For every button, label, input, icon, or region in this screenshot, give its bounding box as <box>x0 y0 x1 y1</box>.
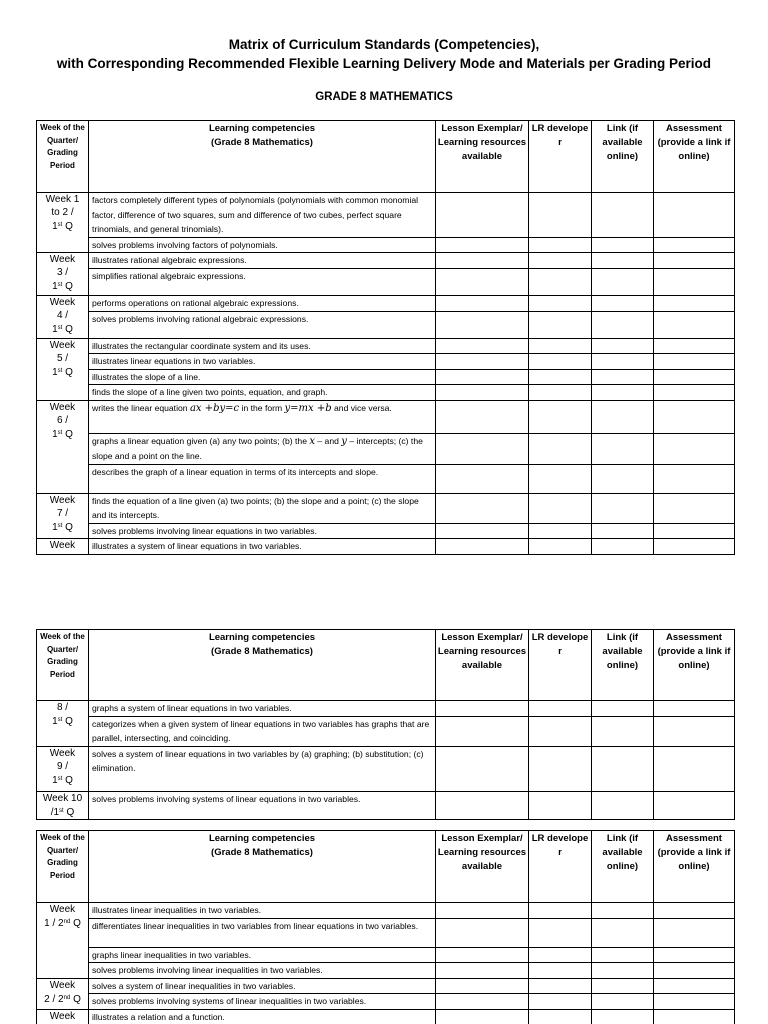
header-week: Week of the Quarter/ Grading Period <box>37 121 89 193</box>
table-header-row <box>37 831 735 903</box>
week-cell: Week 1 / 2nd Q <box>37 903 89 979</box>
competency-cell: solves problems involving systems of linear equations in two variables. <box>89 791 436 819</box>
competency-table-2 <box>36 629 735 820</box>
competency-cell: illustrates a system of linear equations in two variables. <box>89 539 436 555</box>
week-cell: Week <box>37 1009 89 1024</box>
table-row <box>37 433 735 464</box>
table-header-row <box>37 121 735 193</box>
competency-cell: illustrates linear inequalities in two variables. <box>89 903 436 919</box>
competency-cell: graphs a system of linear equations in two variables. <box>89 701 436 717</box>
competency-cell: illustrates linear equations in two variables. <box>89 354 436 370</box>
week-cell: Week <box>37 539 89 555</box>
table-row <box>37 295 735 311</box>
header-competencies: Learning competencies (Grade 8 Mathematics) <box>89 630 436 701</box>
week-cell: Week 5 / 1st Q <box>37 338 89 400</box>
week-cell: Week 4 / 1st Q <box>37 295 89 338</box>
competency-cell: writes the linear equation ax +by=c in the form y=mx +b and vice versa. <box>89 400 436 433</box>
competency-cell: solves problems involving linear equations in two variables. <box>89 523 436 539</box>
competency-cell: illustrates the rectangular coordinate system and its uses. <box>89 338 436 354</box>
table-row <box>37 963 735 979</box>
competency-table-1 <box>36 120 735 555</box>
competency-cell: simplifies rational algebraic expressions. <box>89 268 436 295</box>
competency-cell: solves a system of linear equations in two variables by (a) graphing; (b) substitution; (c) elimination. <box>89 746 436 791</box>
table-row <box>37 918 735 947</box>
week-cell: Week 1 to 2 / 1st Q <box>37 193 89 253</box>
table-row <box>37 1009 735 1024</box>
competency-cell: illustrates rational algebraic expressions. <box>89 253 436 269</box>
table-row <box>37 193 735 238</box>
header-week: Week of the Quarter/ Grading Period <box>37 630 89 701</box>
header-competencies: Learning competencies (Grade 8 Mathematics) <box>89 121 436 193</box>
table-row <box>37 791 735 819</box>
header-assessment: Assessment (provide a link if online) <box>654 121 735 193</box>
table-row <box>37 978 735 994</box>
table-row <box>37 947 735 963</box>
header-link: Link (if available online) <box>592 630 654 701</box>
table-row <box>37 253 735 269</box>
table-row <box>37 994 735 1010</box>
table-row <box>37 311 735 338</box>
competency-cell: performs operations on rational algebraic expressions. <box>89 295 436 311</box>
header-link: Link (if available online) <box>592 831 654 903</box>
document-subtitle: GRADE 8 MATHEMATICS <box>315 91 453 103</box>
table-row <box>37 539 735 555</box>
competency-cell: finds the slope of a line given two points, equation, and graph. <box>89 385 436 401</box>
week-cell: 8 / 1st Q <box>37 701 89 747</box>
table-row <box>37 493 735 523</box>
competency-cell: factors completely different types of polynomials (polynomials with common monomial factor, difference of two squares, sum and difference of two cubes, perfect square trinomials, and general trinomials). <box>89 193 436 238</box>
equation-standard-form: ax +by=c <box>189 402 240 414</box>
header-assessment: Assessment (provide a link if online) <box>654 831 735 903</box>
competency-cell: solves problems involving rational algebraic expressions. <box>89 311 436 338</box>
table-row <box>37 237 735 253</box>
competency-cell: solves problems involving linear inequalities in two variables. <box>89 963 436 979</box>
table-row <box>37 268 735 295</box>
document-title-line2: with Corresponding Recommended Flexible Learning Delivery Mode and Materials per Grading Period <box>56 56 712 71</box>
competency-cell: illustrates the slope of a line. <box>89 369 436 385</box>
table-row <box>37 523 735 539</box>
header-lesson-exemplar: Lesson Exemplar/ Learning resources available <box>436 630 529 701</box>
competency-cell: graphs a linear equation given (a) any two points; (b) the x – and y – intercepts; (c) the slope and a point on the line. <box>89 433 436 464</box>
week-cell: Week 3 / 1st Q <box>37 253 89 296</box>
header-lr-developer: LR develope r <box>529 630 592 701</box>
competency-cell: finds the equation of a line given (a) two points; (b) the slope and a point; (c) the slope and its intercepts. <box>89 493 436 523</box>
table-row <box>37 385 735 401</box>
table-row <box>37 338 735 354</box>
competency-table-3 <box>36 830 735 1024</box>
table-row <box>37 716 735 746</box>
competency-cell: describes the graph of a linear equation in terms of its intercepts and slope. <box>89 464 436 493</box>
table-header-row <box>37 630 735 701</box>
table-row <box>37 369 735 385</box>
header-lr-developer: LR develope r <box>529 121 592 193</box>
table-row <box>37 701 735 717</box>
table-row <box>37 400 735 433</box>
equation-slope-intercept-form: y=mx +b <box>284 402 332 414</box>
document-title-line1: Matrix of Curriculum Standards (Competencies), <box>228 37 540 52</box>
header-week: Week of the Quarter/ Grading Period <box>37 831 89 903</box>
competency-cell: categorizes when a given system of linear equations in two variables has graphs that are parallel, intersecting, and coinciding. <box>89 716 436 746</box>
table-row <box>37 903 735 919</box>
week-cell: Week 6 / 1st Q <box>37 400 89 493</box>
competency-cell: solves problems involving systems of linear inequalities in two variables. <box>89 994 436 1010</box>
header-lr-developer: LR develope r <box>529 831 592 903</box>
header-assessment: Assessment (provide a link if online) <box>654 630 735 701</box>
competency-cell: solves a system of linear inequalities in two variables. <box>89 978 436 994</box>
table-row <box>37 464 735 493</box>
header-lesson-exemplar: Lesson Exemplar/ Learning resources available <box>436 121 529 193</box>
competency-cell: graphs linear inequalities in two variables. <box>89 947 436 963</box>
competency-cell: differentiates linear inequalities in two variables from linear equations in two variables. <box>89 918 436 947</box>
header-competencies: Learning competencies (Grade 8 Mathematics) <box>89 831 436 903</box>
week-cell: Week 10 /1st Q <box>37 791 89 819</box>
week-cell: Week 7 / 1st Q <box>37 493 89 539</box>
table-row <box>37 746 735 791</box>
header-link: Link (if available online) <box>592 121 654 193</box>
competency-cell: illustrates a relation and a function. <box>89 1009 436 1024</box>
week-cell: Week 9 / 1st Q <box>37 746 89 791</box>
week-cell: Week 2 / 2nd Q <box>37 978 89 1009</box>
competency-cell: solves problems involving factors of polynomials. <box>89 237 436 253</box>
header-lesson-exemplar: Lesson Exemplar/ Learning resources available <box>436 831 529 903</box>
table-row <box>37 354 735 370</box>
